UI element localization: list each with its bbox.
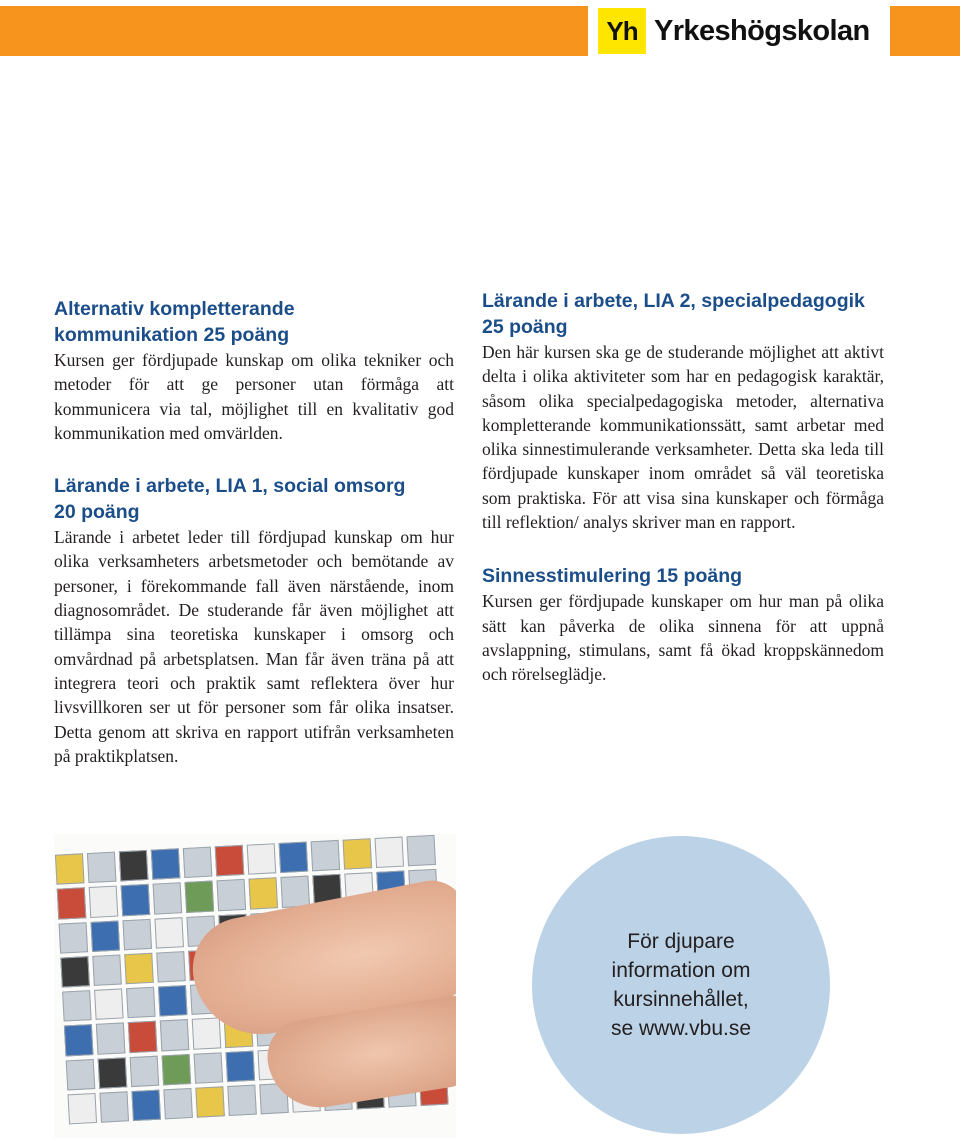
info-circle <box>532 836 830 1134</box>
section-title-line: Lärande i arbete, LIA 1, social omsorg <box>54 475 406 498</box>
section-title-line: Alternativ kompletterande <box>54 298 295 320</box>
symbol-board-photo <box>54 834 456 1138</box>
info-line: kursinnehållet, <box>613 988 749 1011</box>
left-column <box>54 296 454 768</box>
header-band-right <box>890 6 960 56</box>
section-body: Den här kursen ska ge de studerande möjlighet att aktivt delta i olika aktiviteter som har en pedagogisk karaktär, såsom olika specialpedagogiska metoder, alternativa kompletterande kommunikationssätt, samt arbetar med olika sinnestimulerande verksamheter. Detta ska leda till fördjupade kunskaper inom området så väl teoretiska som praktiska. För att visa sina kunskaper och förmåga till reflektion/ analys skriver man en rapport. <box>482 342 884 533</box>
section-title: Sinnesstimulering 15 poäng <box>482 565 743 588</box>
info-line: se www.vbu.se <box>610 1017 752 1040</box>
section-title-line: Lärande i arbete, LIA 2, specialpedagogik <box>482 290 865 312</box>
logo-mark: Yh <box>598 8 646 54</box>
symbol-sheet <box>54 834 456 1138</box>
yrkeshogskolan-logo <box>598 6 870 56</box>
right-column <box>482 288 884 687</box>
info-circle-text <box>581 927 781 1043</box>
info-line: För djupare <box>627 930 735 953</box>
section-title <box>482 288 884 340</box>
section-body: Kursen ger fördjupade kunskaper om hur man på olika sätt kan påverka de olika sinnena för att uppnå avslappning, stimulans, samt få ökad kroppskännedom och rörelseglädje. <box>482 591 884 685</box>
section-title-line: kommunikation 25 poäng <box>54 324 290 346</box>
section-title-line: 20 poäng <box>54 501 140 524</box>
header-band-left <box>0 6 588 56</box>
section-body: Lärande i arbetet leder till fördjupad kunskap om hur olika verksamheters arbetsmetoder och bemötande av personer, i förekommande fall även närstående, inom diagnosområdet. De studerande får även möjlighet att tillämpa sina teoretiska kunskaper i omsorg och omvårdnad på arbetsplatsen. Man får även träna på att integrera teori och praktik samt reflektera över hur livsvillkoren ser ut för personer som får olika insatser. Detta genom att skriva en rapport utifrån verksamheten på praktikplatsen. <box>54 527 454 766</box>
info-line: information om <box>611 959 751 982</box>
section-title <box>54 296 454 348</box>
section-title-line: 25 poäng <box>482 316 568 338</box>
section-body: Kursen ger fördjupade kunskap om olika tekniker och metoder för att ge personer utan förmåga att kommunicera via tal, möjlighet till en kvalitativ god kommunikation med omvärlden. <box>54 350 454 443</box>
section-title <box>54 473 454 525</box>
logo-text: Yrkeshögskolan <box>654 14 870 47</box>
